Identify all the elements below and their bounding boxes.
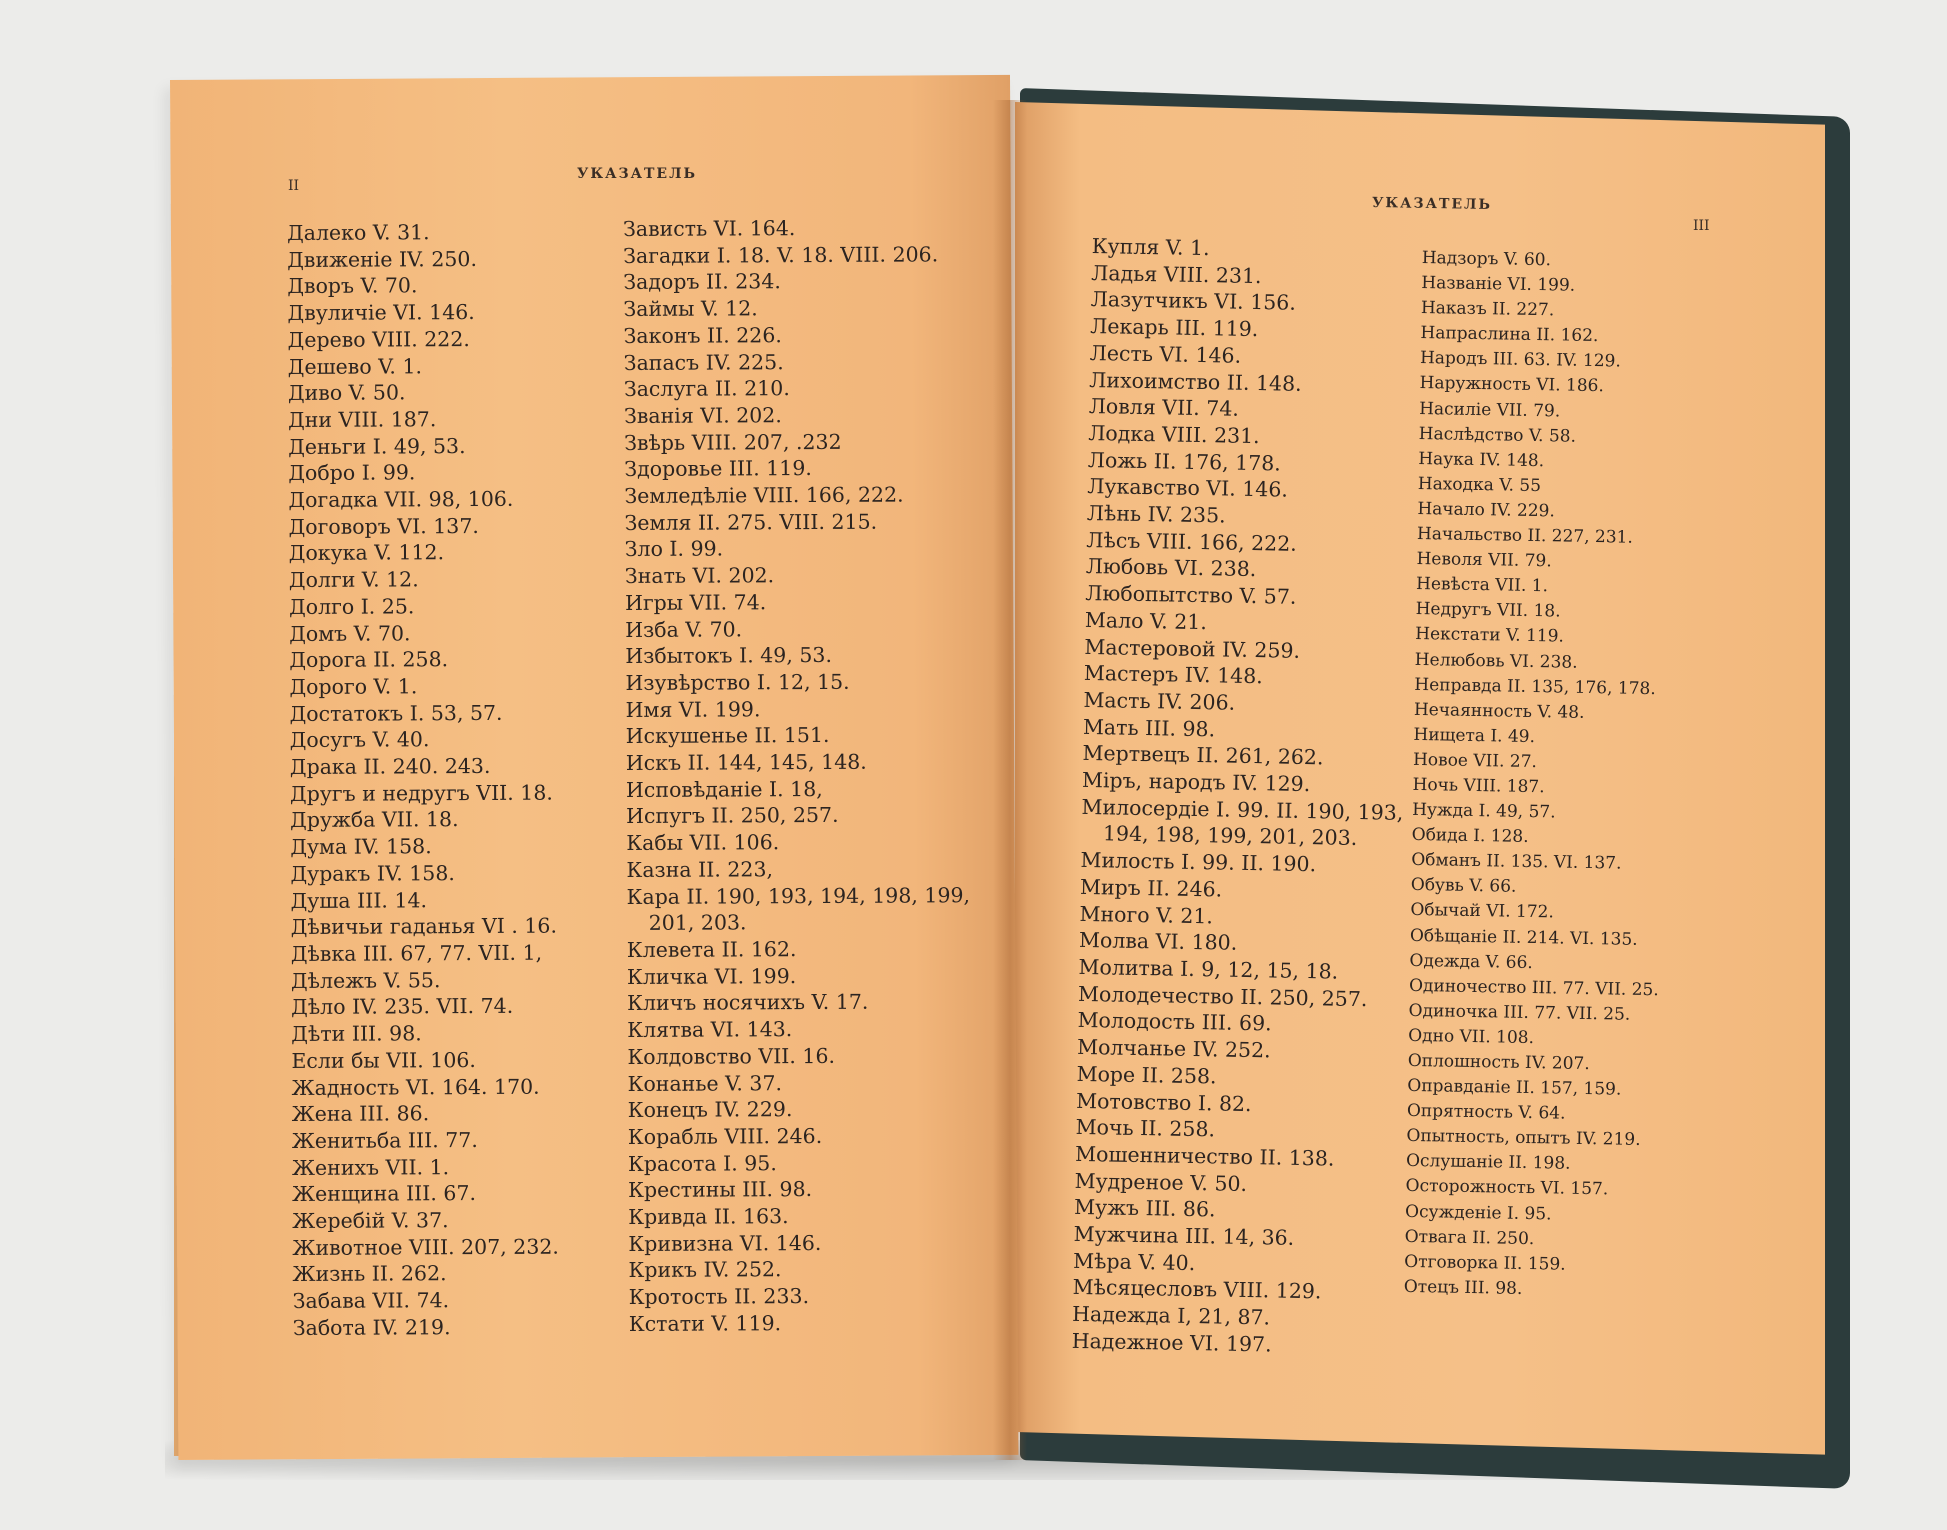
- index-entry: Кабы VII. 106.: [626, 830, 780, 856]
- index-entry: Конанье V. 37.: [627, 1070, 783, 1096]
- right-folio: III: [1693, 218, 1710, 234]
- index-entry: Дружба VII. 18.: [290, 807, 459, 833]
- index-entry: Дума IV. 158.: [290, 834, 432, 860]
- index-entry: Душа III. 14.: [290, 887, 428, 913]
- index-entry: Жизнь II. 262.: [292, 1261, 447, 1287]
- index-entry: Нищета I. 49.: [1413, 724, 1536, 747]
- index-entry: Законъ II. 226.: [623, 322, 782, 348]
- index-entry: Мастеръ IV. 148.: [1083, 661, 1263, 689]
- index-entry: Достатокъ I. 53, 57.: [289, 700, 503, 726]
- index-entry: Лесть VI. 146.: [1089, 340, 1242, 368]
- index-entry: Наслѣдство V. 58.: [1418, 423, 1577, 447]
- index-entry: Домъ V. 70.: [289, 620, 411, 646]
- index-entry: Колдовство VII. 16.: [627, 1043, 836, 1069]
- index-entry: Лодка VIII. 231.: [1088, 420, 1260, 449]
- index-entry: Милость I. 99. II. 190.: [1080, 848, 1317, 877]
- index-entry: Далеко V. 31.: [287, 220, 430, 245]
- index-entry: Животное VIII. 207, 232.: [292, 1234, 559, 1260]
- index-entry: Добро I. 99.: [288, 460, 416, 486]
- index-entry: Дѣвка III. 67, 77. VII. 1,: [290, 940, 543, 966]
- index-entry: Обида I. 128.: [1411, 825, 1529, 848]
- index-entry: Жена III. 86.: [291, 1101, 430, 1127]
- index-entry: Клятва VI. 143.: [627, 1017, 793, 1043]
- index-entry: Драка II. 240. 243.: [289, 754, 491, 780]
- index-entry: Изувѣрство I. 12, 15.: [625, 669, 850, 695]
- index-entry: Одежда V. 66.: [1409, 950, 1533, 973]
- index-entry: Земледѣліе VIII. 166, 222.: [624, 482, 904, 509]
- book-gutter: [993, 100, 1027, 1460]
- index-entry: Отвага II. 250.: [1404, 1226, 1535, 1249]
- index-entry: Красота I. 95.: [627, 1150, 777, 1176]
- index-entry: Кривда II. 163.: [628, 1204, 789, 1230]
- index-entry: Отецъ III. 98.: [1403, 1276, 1523, 1299]
- index-entry: Новое VII. 27.: [1412, 749, 1538, 772]
- index-entry: Мастеровой IV. 259.: [1084, 634, 1301, 663]
- index-entry: Молчанье IV. 252.: [1076, 1034, 1271, 1063]
- index-entry: Догадка VII. 98, 106.: [288, 486, 514, 513]
- index-entry: Мало V. 21.: [1084, 607, 1208, 635]
- index-entry: Наука IV. 148.: [1418, 448, 1545, 471]
- index-entry: 201, 203.: [648, 910, 747, 936]
- index-entry: Мочь II. 258.: [1075, 1115, 1216, 1142]
- index-entry: Дешево V. 1.: [287, 353, 423, 379]
- index-entry: Здоровье III. 119.: [624, 456, 812, 482]
- index-entry: Лѣнь IV. 235.: [1086, 500, 1226, 528]
- index-entry: Кстати V. 119.: [628, 1311, 782, 1336]
- index-entry: Любопытство V. 57.: [1085, 581, 1297, 609]
- index-entry: Опытность, опытъ IV. 219.: [1406, 1126, 1641, 1151]
- index-entry: Деньги I. 49, 53.: [288, 433, 466, 459]
- index-entry: Диво V. 50.: [287, 380, 406, 406]
- index-entry: Если бы VII. 106.: [291, 1047, 476, 1073]
- index-entry: Лукавство VI. 146.: [1087, 474, 1289, 502]
- left-folio: II: [288, 178, 300, 194]
- index-entry: Неправда II. 135, 176, 178.: [1414, 674, 1656, 699]
- index-entry: Ослушаніе II. 198.: [1405, 1151, 1571, 1175]
- index-entry: Дорога II. 258.: [289, 647, 449, 673]
- index-entry: Игры VII. 74.: [624, 590, 767, 615]
- index-entry: Земля II. 275. VIII. 215.: [624, 509, 878, 535]
- index-entry: Жадность VI. 164. 170.: [291, 1074, 540, 1100]
- index-entry: Нужда I. 49, 57.: [1411, 799, 1556, 823]
- index-entry: Наказъ II. 227.: [1420, 298, 1555, 321]
- index-entry: Молва VI. 180.: [1078, 928, 1238, 956]
- index-entry: Докука V. 112.: [288, 540, 445, 566]
- index-entry: Находка V. 55: [1417, 473, 1542, 496]
- index-entry: Досугъ V. 40.: [289, 727, 430, 753]
- left-page-column-2: [623, 214, 972, 1337]
- index-entry: Кличъ носячихъ V. 17.: [627, 990, 869, 1016]
- index-entry: Мудреное V. 50.: [1074, 1168, 1248, 1196]
- index-entry: Міръ, народъ IV. 129.: [1081, 767, 1311, 797]
- index-entry: Искъ II. 144, 145, 148.: [625, 749, 867, 776]
- index-entry: Искушенье II. 151.: [625, 723, 830, 749]
- index-entry: Оправданіе II. 157, 159.: [1407, 1075, 1622, 1100]
- index-entry: Конецъ IV. 229.: [627, 1097, 793, 1123]
- index-entry: Знать VI. 202.: [624, 563, 775, 589]
- index-entry: Начало IV. 229.: [1417, 498, 1556, 522]
- index-entry: Казна II. 223,: [626, 857, 774, 882]
- index-entry: Исповѣданіе I. 18,: [625, 776, 823, 802]
- index-entry: Милосердіе I. 99. II. 190, 193,: [1081, 794, 1404, 825]
- index-entry: Женщина III. 67.: [292, 1181, 477, 1207]
- index-entry: Мать III. 98.: [1082, 714, 1216, 741]
- index-entry: Дни VIII. 187.: [287, 407, 437, 432]
- index-entry: Начальство II. 227, 231.: [1416, 523, 1633, 548]
- index-entry: Обманъ II. 135. VI. 137.: [1411, 850, 1622, 874]
- index-entry: Мужъ III. 86.: [1073, 1195, 1216, 1222]
- index-entry: Одиночество III. 77. VII. 25.: [1408, 975, 1659, 1000]
- index-entry: Невѣста VII. 1.: [1415, 574, 1549, 597]
- index-entry: Напраслина II. 162.: [1420, 323, 1599, 347]
- index-entry: Займы V. 12.: [623, 296, 758, 322]
- right-page-column-1: [1071, 233, 1413, 1360]
- index-entry: Имя VI. 199.: [625, 696, 761, 722]
- index-entry: Запасъ IV. 225.: [623, 349, 784, 375]
- index-entry: Крикъ IV. 252.: [628, 1257, 782, 1283]
- index-entry: Названіе VI. 199.: [1421, 273, 1576, 296]
- index-entry: Кара II. 190, 193, 194, 198, 199,: [626, 882, 971, 909]
- index-entry: Море II. 258.: [1076, 1061, 1217, 1089]
- index-entry: Жеребій V. 37.: [292, 1208, 449, 1234]
- index-entry: Кривизна VI. 146.: [628, 1230, 822, 1256]
- index-entry: Осужденіе I. 95.: [1404, 1201, 1552, 1224]
- index-entry: Лихоимство II. 148.: [1089, 367, 1302, 396]
- left-page-column-1: [287, 219, 559, 1342]
- index-entry: Надзоръ V. 60.: [1421, 247, 1552, 271]
- index-entry: Надежное VI. 197.: [1071, 1328, 1272, 1357]
- index-entry: Оплошность IV. 207.: [1407, 1050, 1590, 1075]
- index-entry: Званія VI. 202.: [623, 403, 782, 428]
- index-entry: Дѣлежъ V. 55.: [290, 967, 441, 993]
- index-entry: Крестины III. 98.: [628, 1177, 813, 1203]
- index-entry: Лазутчикъ VI. 156.: [1090, 287, 1297, 316]
- index-entry: Купля V. 1.: [1091, 233, 1210, 261]
- index-entry: Неволя VII. 79.: [1416, 549, 1552, 572]
- index-entry: Избытокъ I. 49, 53.: [625, 643, 832, 669]
- index-entry: 194, 198, 199, 201, 203.: [1102, 821, 1358, 851]
- index-entry: Надежда I, 21, 87.: [1071, 1301, 1271, 1330]
- index-entry: Мертвецъ II. 261, 262.: [1082, 741, 1324, 770]
- index-entry: Заслуга II. 210.: [623, 376, 790, 402]
- index-entry: Долги V. 12.: [288, 567, 419, 593]
- index-entry: Много V. 21.: [1079, 901, 1214, 928]
- index-entry: Звѣрь VIII. 207, .232: [624, 429, 842, 455]
- index-entry: Дорого V. 1.: [289, 674, 418, 699]
- index-entry: Одиночка III. 77. VII. 25.: [1408, 1000, 1631, 1025]
- index-entry: Загадки I. 18. V. 18. VIII. 206.: [623, 242, 939, 268]
- index-entry: Молитва I. 9, 12, 15, 18.: [1078, 954, 1339, 984]
- index-entry: Другъ и недругъ VII. 18.: [289, 780, 553, 806]
- index-entry: Мѣра V. 40.: [1072, 1248, 1196, 1275]
- index-entry: Дѣти III. 98.: [291, 1021, 422, 1047]
- index-entry: Забава VII. 74.: [292, 1288, 450, 1314]
- index-entry: Мошенничество II. 138.: [1074, 1141, 1335, 1171]
- index-entry: Нелюбовь VI. 238.: [1414, 649, 1578, 673]
- index-entry: Нечаянность V. 48.: [1413, 699, 1585, 723]
- index-entry: Мѣсяцесловъ VIII. 129.: [1072, 1275, 1322, 1304]
- index-entry: Недругъ VII. 18.: [1415, 599, 1561, 622]
- index-entry: Ловля VII. 74.: [1088, 394, 1240, 421]
- index-entry: Дѣло IV. 235. VII. 74.: [291, 994, 514, 1020]
- index-entry: Забота IV. 219.: [292, 1314, 451, 1340]
- index-entry: Насиліе VII. 79.: [1418, 398, 1561, 421]
- index-entry: Одно VII. 108.: [1408, 1025, 1535, 1048]
- index-entry: Изба V. 70.: [625, 616, 743, 642]
- index-entry: Дерево VIII. 222.: [287, 326, 470, 352]
- index-entry: Лекарь III. 119.: [1090, 314, 1259, 342]
- index-entry: Долго I. 25.: [288, 594, 415, 619]
- index-entry: Задоръ II. 234.: [623, 269, 781, 295]
- index-entry: Дворъ V. 70.: [287, 273, 418, 299]
- index-entry: Молодость III. 69.: [1077, 1008, 1272, 1036]
- index-entry: Испугъ II. 250, 257.: [626, 803, 839, 829]
- index-entry: Дуракъ IV. 158.: [290, 861, 455, 886]
- index-entry: Женитьба III. 77.: [291, 1127, 478, 1153]
- index-entry: Дѣвичьи гаданья VI . 16.: [290, 913, 558, 940]
- index-entry: Наружность VI. 186.: [1419, 373, 1605, 397]
- left-running-head: УКАЗАТЕЛЬ: [577, 166, 698, 182]
- index-entry: Мотовство I. 82.: [1075, 1088, 1252, 1116]
- index-entry: Ложь II. 176, 178.: [1087, 447, 1282, 476]
- index-entry: Договоръ VI. 137.: [288, 513, 479, 539]
- index-entry: Движеніе IV. 250.: [287, 246, 478, 272]
- index-entry: Миръ II. 246.: [1079, 874, 1223, 902]
- index-entry: Зло I. 99.: [624, 536, 724, 562]
- index-entry: Народъ III. 63. IV. 129.: [1419, 348, 1622, 372]
- index-entry: Обѣщаніе II. 214. VI. 135.: [1409, 925, 1638, 950]
- index-entry: Любовь VI. 238.: [1085, 554, 1257, 582]
- index-entry: Молодечество II. 250, 257.: [1077, 981, 1368, 1011]
- right-running-head: УКАЗАТЕЛЬ: [1371, 194, 1493, 214]
- index-entry: Лѣсъ VIII. 166, 222.: [1086, 527, 1298, 556]
- index-entry: Мужчина III. 14, 36.: [1073, 1221, 1295, 1250]
- index-entry: Ночь VIII. 187.: [1412, 774, 1545, 798]
- index-entry: Кличка VI. 199.: [626, 963, 797, 989]
- index-entry: Женихъ VII. 1.: [291, 1154, 450, 1180]
- index-entry: Клевета II. 162.: [626, 937, 797, 962]
- index-entry: Обычай VI. 172.: [1410, 900, 1555, 923]
- index-entry: Масть IV. 206.: [1083, 687, 1236, 715]
- index-entry: Двуличіе VI. 146.: [287, 300, 475, 326]
- index-entry: Осторожность VI. 157.: [1405, 1176, 1609, 1200]
- index-entry: Зависть VI. 164.: [623, 216, 796, 241]
- index-entry: Обувь V. 66.: [1410, 875, 1517, 898]
- index-entry: Некстати V. 119.: [1415, 624, 1565, 647]
- index-entry: Опрятность V. 64.: [1406, 1101, 1566, 1124]
- index-entry: Ладья VIII. 231.: [1091, 260, 1262, 288]
- right-page-column-2: [1404, 246, 1672, 1304]
- index-entry: Отговорка II. 159.: [1404, 1251, 1566, 1275]
- index-entry: Корабль VIII. 246.: [627, 1123, 823, 1149]
- index-entry: Кротость II. 233.: [628, 1284, 810, 1310]
